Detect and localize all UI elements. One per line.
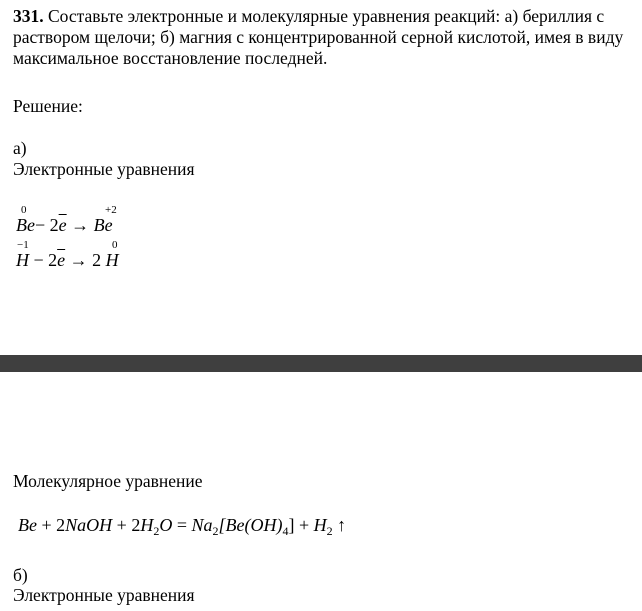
electron-equation-1 [16, 215, 113, 236]
mol-na: Na [191, 515, 213, 535]
mol-bracket-close: ] [288, 515, 295, 535]
eq2-rhs-species: H [105, 250, 119, 270]
eq1-ox-right: +2 [105, 204, 117, 216]
part-a-label: а) [13, 138, 27, 158]
mol-coef-3: 2 [131, 515, 141, 535]
mol-oh-sub: 4 [282, 524, 289, 538]
problem-number: 331. [13, 6, 44, 26]
part-b-label: б) [13, 565, 28, 585]
eq1-lhs-species: Be [16, 215, 35, 235]
mol-plus-2: + [116, 515, 127, 535]
molecular-equation [18, 515, 346, 536]
eq2-electron: $\overline{e}$ [57, 250, 66, 270]
eq2-ox-left: −1 [17, 239, 29, 251]
mol-h2: H [313, 515, 327, 535]
eq2-minus: − [33, 250, 44, 270]
mol-complex: [Be(OH) [218, 515, 283, 535]
eq2-rhs-coef: 2 [92, 250, 102, 270]
eq1-rhs-species: Be [93, 215, 113, 235]
mol-na-sub: 2 [212, 524, 219, 538]
eq2-coef: 2 [48, 250, 58, 270]
molecular-heading: Молекулярное уравнение [13, 471, 203, 491]
eq2-lhs-species: H [16, 250, 29, 270]
part-a-electron-heading: Электронные уравнения [13, 159, 195, 179]
part-b-electron-heading: Электронные уравнения [13, 585, 195, 605]
eq1-arrow: → [71, 215, 90, 235]
eq2-arrow: → [69, 250, 88, 270]
eq1-electron: $\overline{e}$ [58, 215, 67, 235]
problem-statement [13, 6, 633, 69]
mol-naoh: NaOH [65, 515, 113, 535]
mol-be: Be [18, 515, 37, 535]
eq1-ox-left: 0 [21, 204, 27, 216]
eq2-ox-right: 0 [112, 239, 118, 251]
mol-h2-sub: 2 [326, 524, 333, 538]
eq1-minus: − [34, 215, 46, 235]
mol-equals: = [176, 515, 187, 535]
electron-equation-2 [16, 250, 119, 271]
eq1-coef: 2 [49, 215, 59, 235]
mol-h-sub: 2 [153, 524, 160, 538]
gas-arrow-icon: ↑ [337, 515, 347, 535]
problem-text: Составьте электронные и молекулярные уравнения реакций: а) бериллия с раствором щелочи; б) магния с концентрированной серной кислотой, имея в виду максимальное восстановление последней. [13, 6, 624, 68]
mol-coef-2: 2 [56, 515, 66, 535]
mol-o: O [159, 515, 173, 535]
mol-plus-3: + [298, 515, 310, 535]
mol-h: H [140, 515, 154, 535]
page-divider [0, 355, 642, 372]
solution-label: Решение: [13, 96, 83, 116]
mol-plus-1: + [41, 515, 52, 535]
